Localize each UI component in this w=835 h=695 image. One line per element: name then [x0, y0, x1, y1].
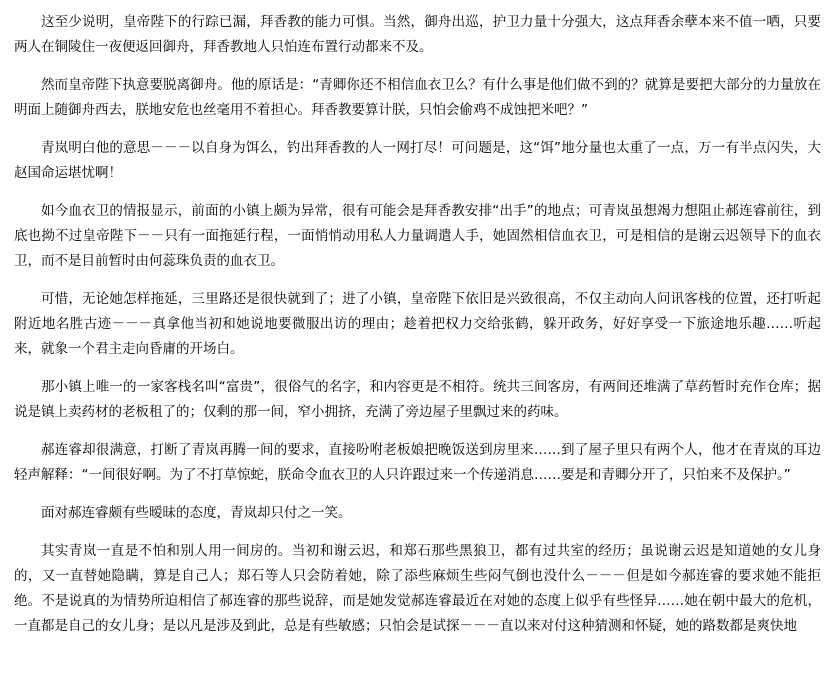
novel-text-body — [14, 10, 821, 639]
paragraph: 然而皇帝陛下执意要脱离御舟。他的原话是：“青卿你还不相信血衣卫么？有什么事是他们做不到的？就算是要把大部分的力量放在明面上随御舟西去，朕地安危也丝毫用不着担心。拜香教要算计朕，只怕会偷鸡不成蚀把米吧？” — [14, 77, 821, 118]
paragraph: 可惜，无论她怎样拖延，三里路还是很快就到了；进了小镇，皇帝陛下依旧是兴致很高，不仅主动向人问讯客栈的位置，还打听起附近地名胜古迹－－－真拿他当初和她说地要微服出访的理由；趁着把权力交给张鹤，躲开政务，好好享受一下旅途地乐趣……听起来，就象一个君主走向昏庸的开场白。 — [14, 291, 821, 357]
paragraph: 面对郝连睿颇有些暧昧的态度，青岚却只付之一笑。 — [41, 505, 352, 521]
paragraph: 青岚明白他的意思－－－以自身为饵么，钓出拜香教的人一网打尽！可问题是，这“饵”地分量也太重了一点，万一有半点闪失，大赵国命运堪忧啊！ — [14, 140, 821, 181]
paragraph: 那小镇上唯一的一家客栈名叫“富贵”，很俗气的名字，和内容更是不相符。统共三间客房，有两间还堆满了草药暂时充作仓库；据说是镇上卖药材的老板租了的；仅剩的那一间，窄小拥挤，充满了旁边屋子里飘过来的药味。 — [14, 379, 821, 420]
paragraph: 郝连睿却很满意，打断了青岚再腾一间的要求，直接吩咐老板娘把晚饭送到房里来……到了屋子里只有两个人，他才在青岚的耳边轻声解释：“一间很好啊。为了不打草惊蛇，朕命令血衣卫的人只许跟过来一个传递消息……要是和青卿分开了，只怕来不及保护。” — [14, 442, 821, 483]
paragraph: 如今血衣卫的情报显示，前面的小镇上颇为异常，很有可能会是拜香教安排“出手”的地点；可青岚虽想竭力想阻止郝连睿前往，到底也拗不过皇帝陛下－－只有一面拖延行程，一面悄悄动用私人力量调遣人手，她固然相信血衣卫，可是相信的是谢云迟领导下的血衣卫，而不是目前暂时由何蕊珠负责的血衣卫。 — [14, 203, 821, 269]
paragraph: 这至少说明，皇帝陛下的行踪已漏，拜香教的能力可惧。当然，御舟出巡，护卫力量十分强大，这点拜香余孽本来不值一哂，只要两人在铜陵住一夜便返回御舟，拜香教地人只怕连布置行动都来不及。 — [14, 14, 821, 55]
paragraph: 其实青岚一直是不怕和别人用一间房的。当初和谢云迟，和郑石那些黑狼卫，都有过共室的经历；虽说谢云迟是知道她的女儿身的，又一直替她隐瞒，算是自己人；郑石等人只会防着她，除了添些麻烦生些闷气倒也没什么－－－但是如今郝连睿的要求她不能拒绝。不是说真的为情势所迫相信了郝连睿的那些说辞，而是她发觉郝连睿最近在对她的态度上似乎有些怪异……她在朝中最大的危机，一直都是自己的女儿身；是以凡是涉及到此，总是有些敏感；只怕会是试探－－－直以来对付这种猜测和怀疑，她的路数都是爽快地 — [14, 543, 821, 634]
